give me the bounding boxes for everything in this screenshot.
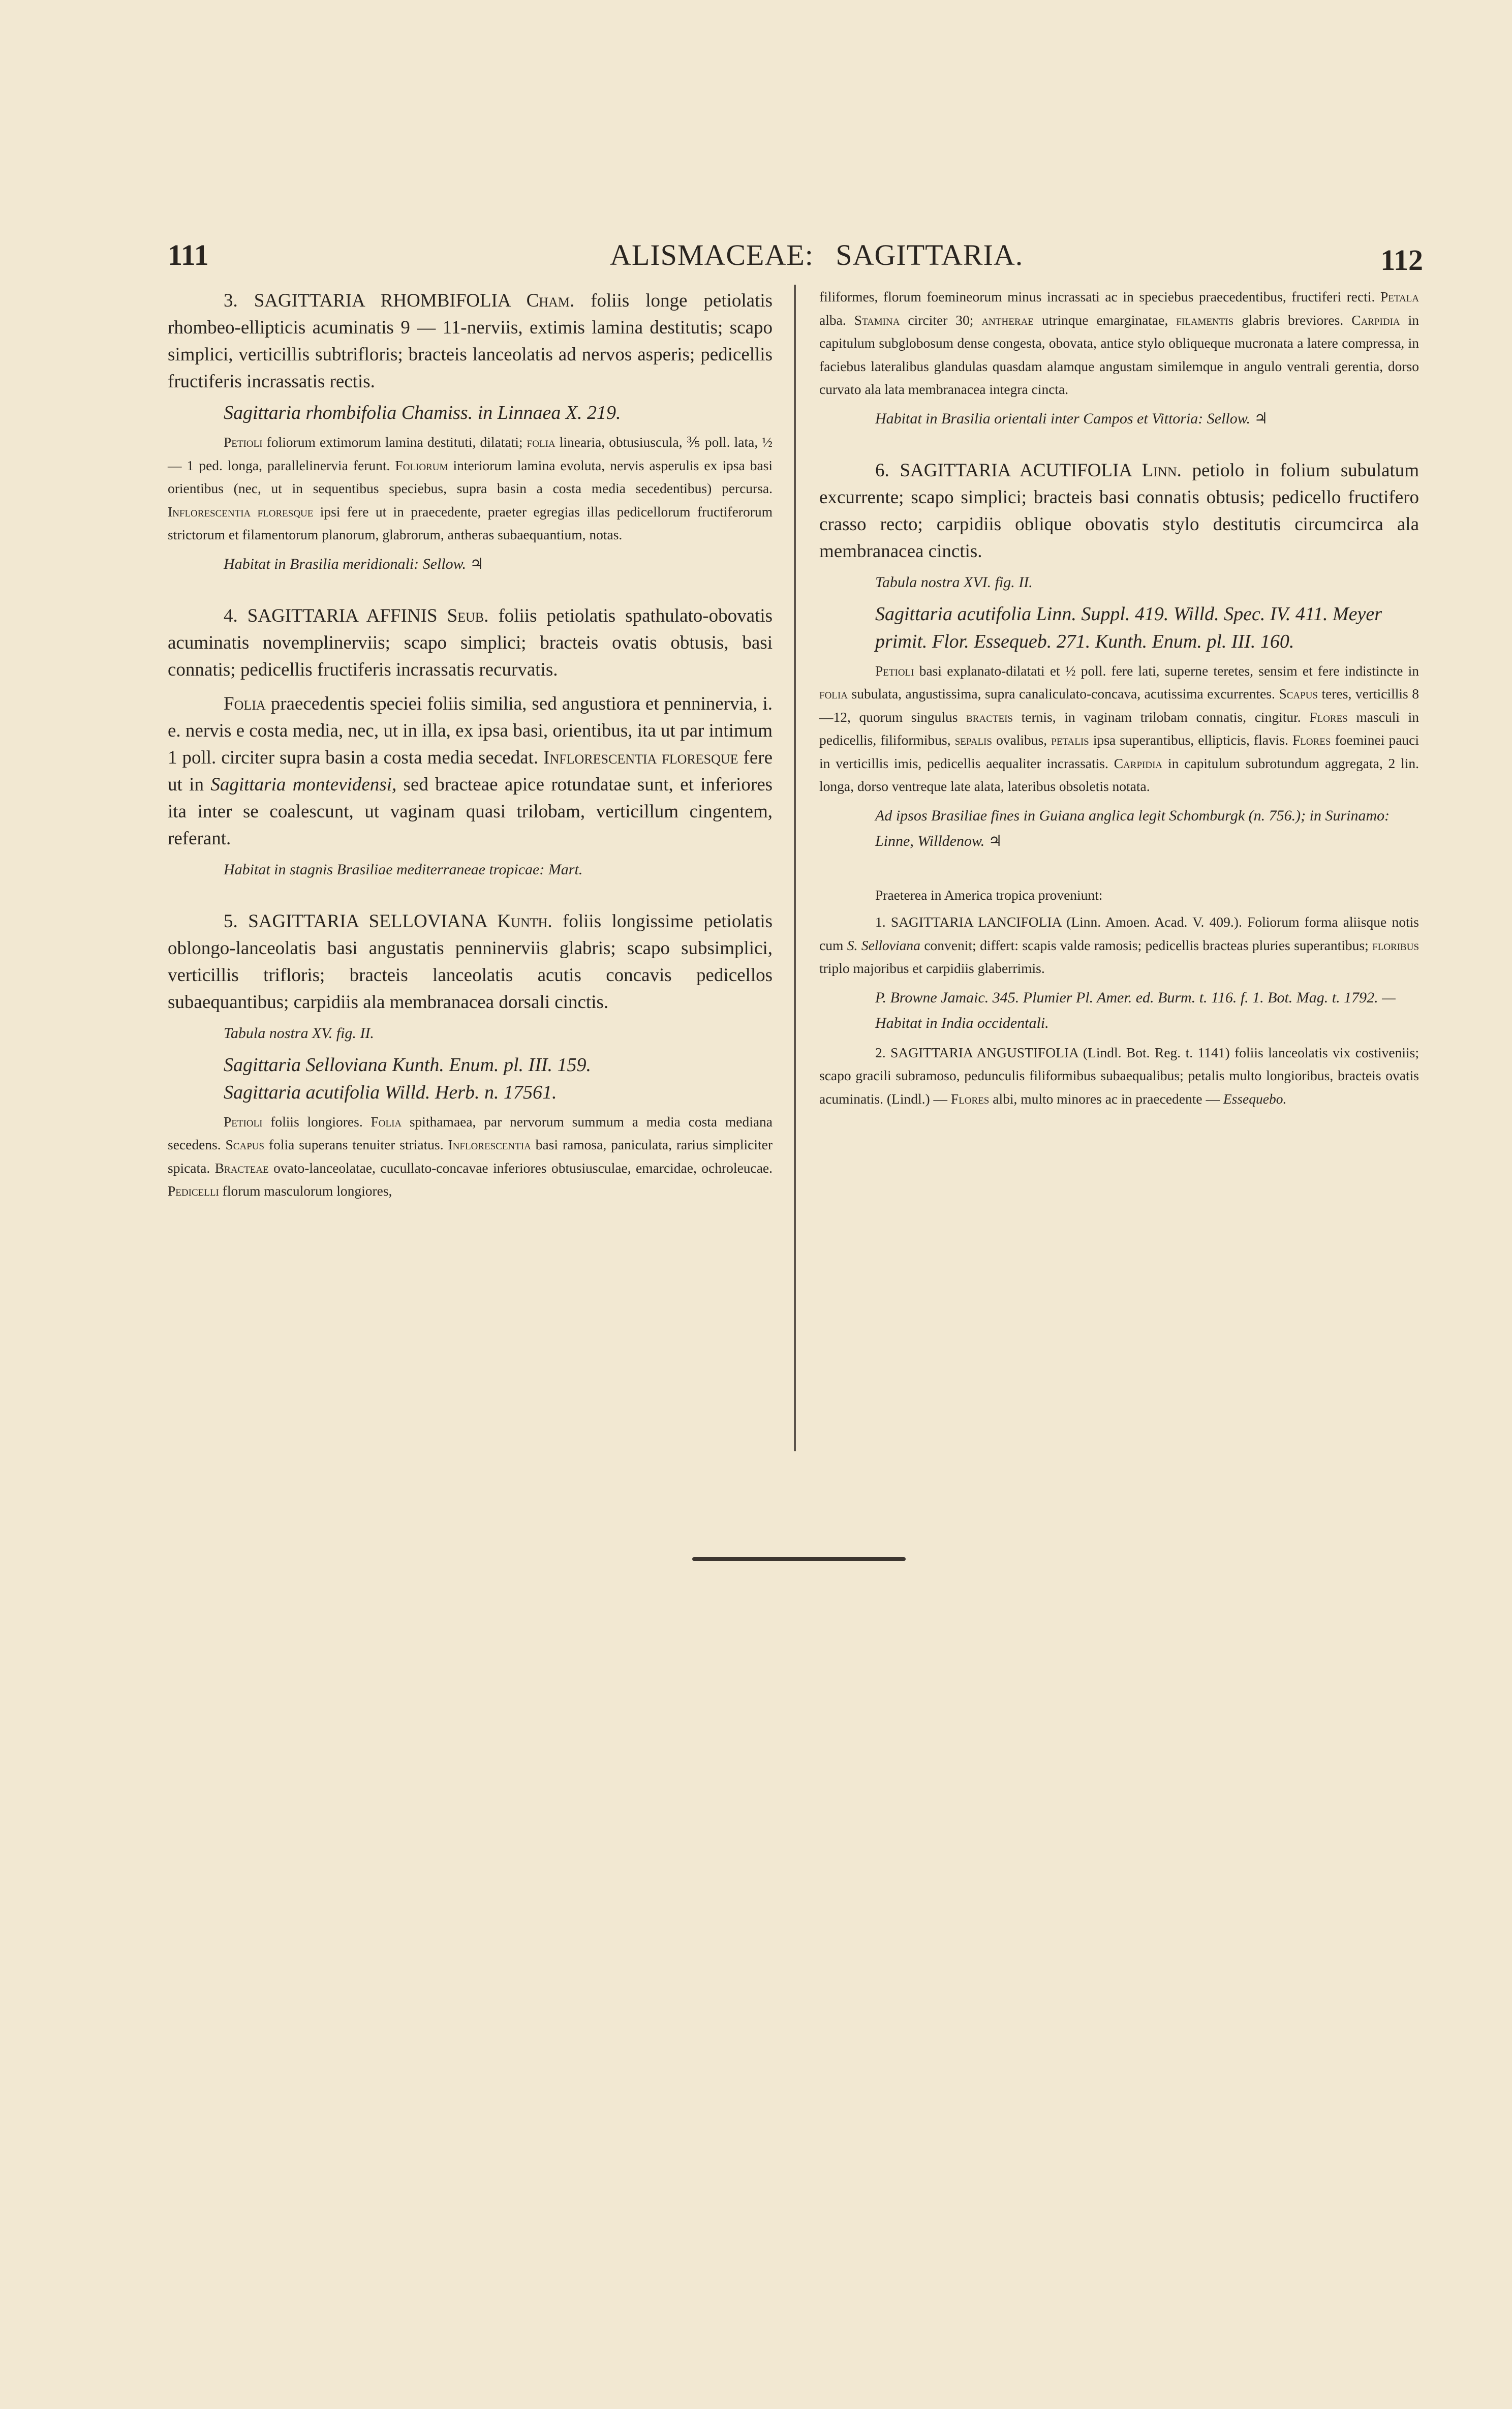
running-title-right: SAGITTARIA. <box>836 238 1024 271</box>
desc-text: spithamaea, par nervorum summum a media costa mediana secedens. <box>168 1113 773 1152</box>
term: bracteis <box>966 709 1013 725</box>
term: Inflorescentia <box>448 1137 531 1152</box>
species-ref: Sagittaria montevidensi, <box>210 774 397 795</box>
species-4-description <box>168 690 773 852</box>
desc-text: basi explanato-dilatati et ½ poll. fere lati, superne teretes, sensim et fere indistincte in <box>919 662 1419 679</box>
desc-text: foeminei pauci in verticillis imis, pedicellis aequaliter incrassatis. <box>819 732 1419 771</box>
extra-species-1-reference: P. Browne Jamaic. 345. Plumier Pl. Amer. ed. Burm. t. 116. f. 1. Bot. Mag. t. 1792. — Habitat in India occidentali. <box>875 989 1396 1031</box>
desc-text: (Linn. Amoen. Acad. V. 409.). Foliorum forma aliisque notis cum <box>819 914 1419 953</box>
desc-text: (Lindl. Bot. Reg. t. 1141) foliis lanceolatis vix costiveniis; scapo gracili subramoso, pedunculis filiformibus subaequalibus; petalis multo longioribus, bracteis ovatis acuminatis. (Lindl.) — <box>819 1044 1420 1107</box>
species-5-description <box>168 1110 773 1203</box>
desc-text: ipsa superantibus, ellipticis, flavis. <box>1093 732 1288 748</box>
desc-text: ternis, in vaginam trilobam connatis, cingitur. <box>1021 709 1301 725</box>
term: Flores <box>950 1090 990 1107</box>
extra-species-1 <box>819 910 1419 980</box>
desc-text: in capitulum subglobosum dense congesta, obovata, antice stylo obliqueque mucronata a latere compressa, in faciebus lateralibus glandulas quasdam alamque angustam similemque in angulo ventrali gerentia, dorso curvato ala lata membranacea integra cincta. <box>819 312 1420 397</box>
term: petalis <box>1051 732 1089 748</box>
desc-text: linearia, obtusiuscula, ⅗ poll. lata, ½ — 1 ped. longa, parallelinervia ferunt. <box>168 434 773 473</box>
term: Petioli <box>875 662 914 679</box>
ornamental-rule <box>692 1557 906 1561</box>
desc-text: sed bracteae apice rotundatae sunt, et inferiores ita inter se coalescunt, ut vaginam quasi trilobam, verticillum cingentem, referant. <box>168 774 773 849</box>
diagnosis-text: foliis longissime petiolatis oblongo-lanceolatis basi angustatis penninerviis glabris; scapo subsimplici, verticillis trifloris; bracteis lanceolatis acutis concavis pedicellos subaequantibus; carpidiis ala membranacea dorsali cinctis. <box>168 910 773 1013</box>
running-title-left: ALISMACEAE: <box>610 238 814 271</box>
diagnosis-text: foliis petiolatis spathulato-obovatis acuminatis novemplinerviis; scapo simplici; bracteis ovatis obtusis, basi connatis; pedicellis fructiferis incrassatis recurvatis. <box>168 605 773 680</box>
term: Inflorescentia floresque <box>543 747 738 768</box>
column-divider <box>794 285 796 1451</box>
species-name: SAGITTARIA ANGUSTIFOLIA <box>890 1044 1078 1060</box>
species-5-description-continued <box>819 285 1419 401</box>
term: Inflorescentia floresque <box>168 503 314 520</box>
term: Flores <box>1309 709 1348 725</box>
desc-text: albi, multo minores ac in praecedente — <box>993 1090 1220 1107</box>
species-name: SAGITTARIA AFFINIS <box>247 605 438 626</box>
desc-text: alba. <box>819 312 846 328</box>
term: floribus <box>1372 937 1420 953</box>
desc-text: florum masculorum longiores, <box>222 1183 392 1199</box>
species-number: 5. <box>224 910 238 932</box>
species-author: Seub. <box>447 605 489 626</box>
locality: Essequebo. <box>1223 1090 1287 1107</box>
desc-text: in capitulum subrotundum aggregata, 2 lin. longa, dorso ventreque late alata, lateribus obsoletis notata. <box>819 755 1420 794</box>
species-5-habitat: Habitat in Brasilia orientali inter Campos et Vittoria: Sellow. ♃ <box>875 410 1268 427</box>
species-name: SAGITTARIA RHOMBIFOLIA <box>254 290 510 311</box>
desc-text: utrinque emarginatae, <box>1041 312 1168 328</box>
species-6-description <box>819 659 1419 798</box>
species-number: 3. <box>224 290 238 311</box>
term: Petioli <box>224 434 263 450</box>
extra-species-2 <box>819 1041 1419 1111</box>
species-number: 2. <box>875 1044 886 1060</box>
diagnosis-text: petiolo in folium subulatum excurrente; scapo simplici; bracteis basi connatis obtusis; pedicello fructifero crasso recto; carpidiis oblique obovatis stylo destitutis circumcirca ala membranacea cinctis. <box>819 460 1419 562</box>
term: Folia <box>371 1113 402 1130</box>
term: Stamina <box>854 312 900 328</box>
species-name: SAGITTARIA LANCIFOLIA <box>890 914 1061 930</box>
species-3-diagnosis <box>168 287 773 395</box>
species-number: 4. <box>224 605 238 626</box>
diagnosis-text: foliis longe petiolatis rhombeo-ellipticis acuminatis 9 — 11-nerviis, extimis lamina destitutis; scapo simplici, verticillis subtrifloris; bracteis lanceolatis ad nervos asperis; pedicellis fructiferis incrassatis rectis. <box>168 290 773 392</box>
term: Petala <box>1380 289 1420 304</box>
species-name: SAGITTARIA ACUTIFOLIA <box>900 460 1132 481</box>
species-4-habitat: Habitat in stagnis Brasiliae mediterraneae tropicae: Mart. <box>224 861 583 878</box>
desc-text: folia superans tenuiter striatus. <box>268 1137 444 1152</box>
running-header <box>168 238 1423 277</box>
species-6-diagnosis <box>819 457 1419 565</box>
term: Bracteae <box>214 1160 269 1176</box>
species-6-plate: Tabula nostra XVI. fig. II. <box>875 573 1033 591</box>
praeterea-heading: Praeterea in America tropica proveniunt: <box>875 887 1103 903</box>
species-6-reference: Sagittaria acutifolia Linn. Suppl. 419. Willd. Spec. IV. 411. Meyer primit. Flor. Essequeb. 271. Kunth. Enum. pl. III. 160. <box>875 603 1382 652</box>
desc-text: glabris breviores. <box>1242 312 1344 328</box>
species-5-reference-1: Sagittaria Selloviana Kunth. Enum. pl. III. 159. <box>224 1054 592 1076</box>
term: folia <box>527 434 556 450</box>
running-title <box>610 238 1023 272</box>
desc-text: praecedentis speciei foliis similia, sed angustiora et penninervia, i. e. nervis e costa media, nec, ut in illa, ex ipsa basi, orientibus, ita ut par intimum 1 poll. circiter supra basin a costa media secedat. <box>168 693 773 768</box>
term: filamentis <box>1176 312 1234 328</box>
page-number-left: 111 <box>168 238 209 271</box>
desc-text: ipsi fere ut in praecedente, praeter egregias illas pedicellorum fructiferorum strictorum et filamentorum planorum, glabrorum, antheras subaequantium, notas. <box>168 503 773 542</box>
right-column <box>819 287 1419 1114</box>
desc-text: filiformes, florum foemineorum minus incrassati ac in speciebus praecedentibus, fructiferi recti. <box>819 289 1375 304</box>
term: Scapus <box>225 1137 265 1152</box>
species-3-description <box>168 431 773 546</box>
term: Flores <box>1292 732 1331 748</box>
desc-text: foliorum extimorum lamina destituti, dilatati; <box>266 434 523 450</box>
species-4-diagnosis <box>168 602 773 683</box>
species-5-plate: Tabula nostra XV. fig. II. <box>224 1024 374 1042</box>
species-3-habitat: Habitat in Brasilia meridionali: Sellow. ♃ <box>224 555 484 572</box>
term: folia <box>819 686 848 702</box>
desc-text: convenit; differt: scapis valde ramosis; pedicellis bracteas pluries superantibus; <box>924 937 1369 953</box>
species-number: 6. <box>875 460 889 481</box>
term: antherae <box>981 312 1034 328</box>
term: Carpidia <box>1114 755 1163 771</box>
term: Scapus <box>1279 686 1318 702</box>
desc-text: triplo majoribus et carpidiis glaberrimis. <box>819 960 1045 976</box>
desc-text: subulata, angustissima, supra canaliculato-concava, acutissima excurrentes. <box>851 686 1275 702</box>
species-ref: S. Selloviana <box>847 937 920 953</box>
left-column <box>168 287 773 1207</box>
term: Folia <box>224 693 266 714</box>
species-name: SAGITTARIA SELLOVIANA <box>248 910 487 932</box>
term: Carpidia <box>1351 312 1400 328</box>
term: Foliorum <box>395 457 448 473</box>
species-3-reference: Sagittaria rhombifolia Chamiss. in Linnaea X. 219. <box>224 402 621 423</box>
desc-text: interiorum lamina evoluta, nervis asperulis ex ipsa basi orientibus (nec, ut in sequentibus speciebus, supra basin a costa media secedentibus) percursa. <box>168 457 773 496</box>
species-5-diagnosis <box>168 908 773 1016</box>
desc-text: masculi in pedicellis, filiformibus, <box>819 709 1420 748</box>
species-author: Kunth. <box>497 910 552 932</box>
desc-text: fere ut in <box>168 747 773 795</box>
species-5-reference-2: Sagittaria acutifolia Willd. Herb. n. 17561. <box>224 1081 557 1103</box>
species-author: Linn. <box>1141 460 1182 481</box>
species-author: Cham. <box>526 290 575 311</box>
term: Petioli <box>224 1113 263 1130</box>
desc-text: foliis longiores. <box>270 1113 363 1130</box>
desc-text: teres, verticillis 8—12, quorum singulus <box>819 686 1420 725</box>
desc-text: basi ramosa, paniculata, rarius simpliciter spicata. <box>168 1137 773 1176</box>
term: sepalis <box>954 732 992 748</box>
term: Pedicelli <box>168 1183 219 1199</box>
desc-text: ovalibus, <box>996 732 1047 748</box>
page-number-right: 112 <box>1380 243 1423 277</box>
species-number: 1. <box>875 914 886 930</box>
desc-text: circiter 30; <box>908 312 974 328</box>
species-6-habitat: Ad ipsos Brasiliae fines in Guiana anglica legit Schomburgk (n. 756.); in Surinamo: Linne, Willdenow. ♃ <box>875 807 1390 849</box>
desc-text: ovato-lanceolatae, cucullato-concavae inferiores obtusiusculae, emarcidae, ochroleucae. <box>273 1160 773 1176</box>
